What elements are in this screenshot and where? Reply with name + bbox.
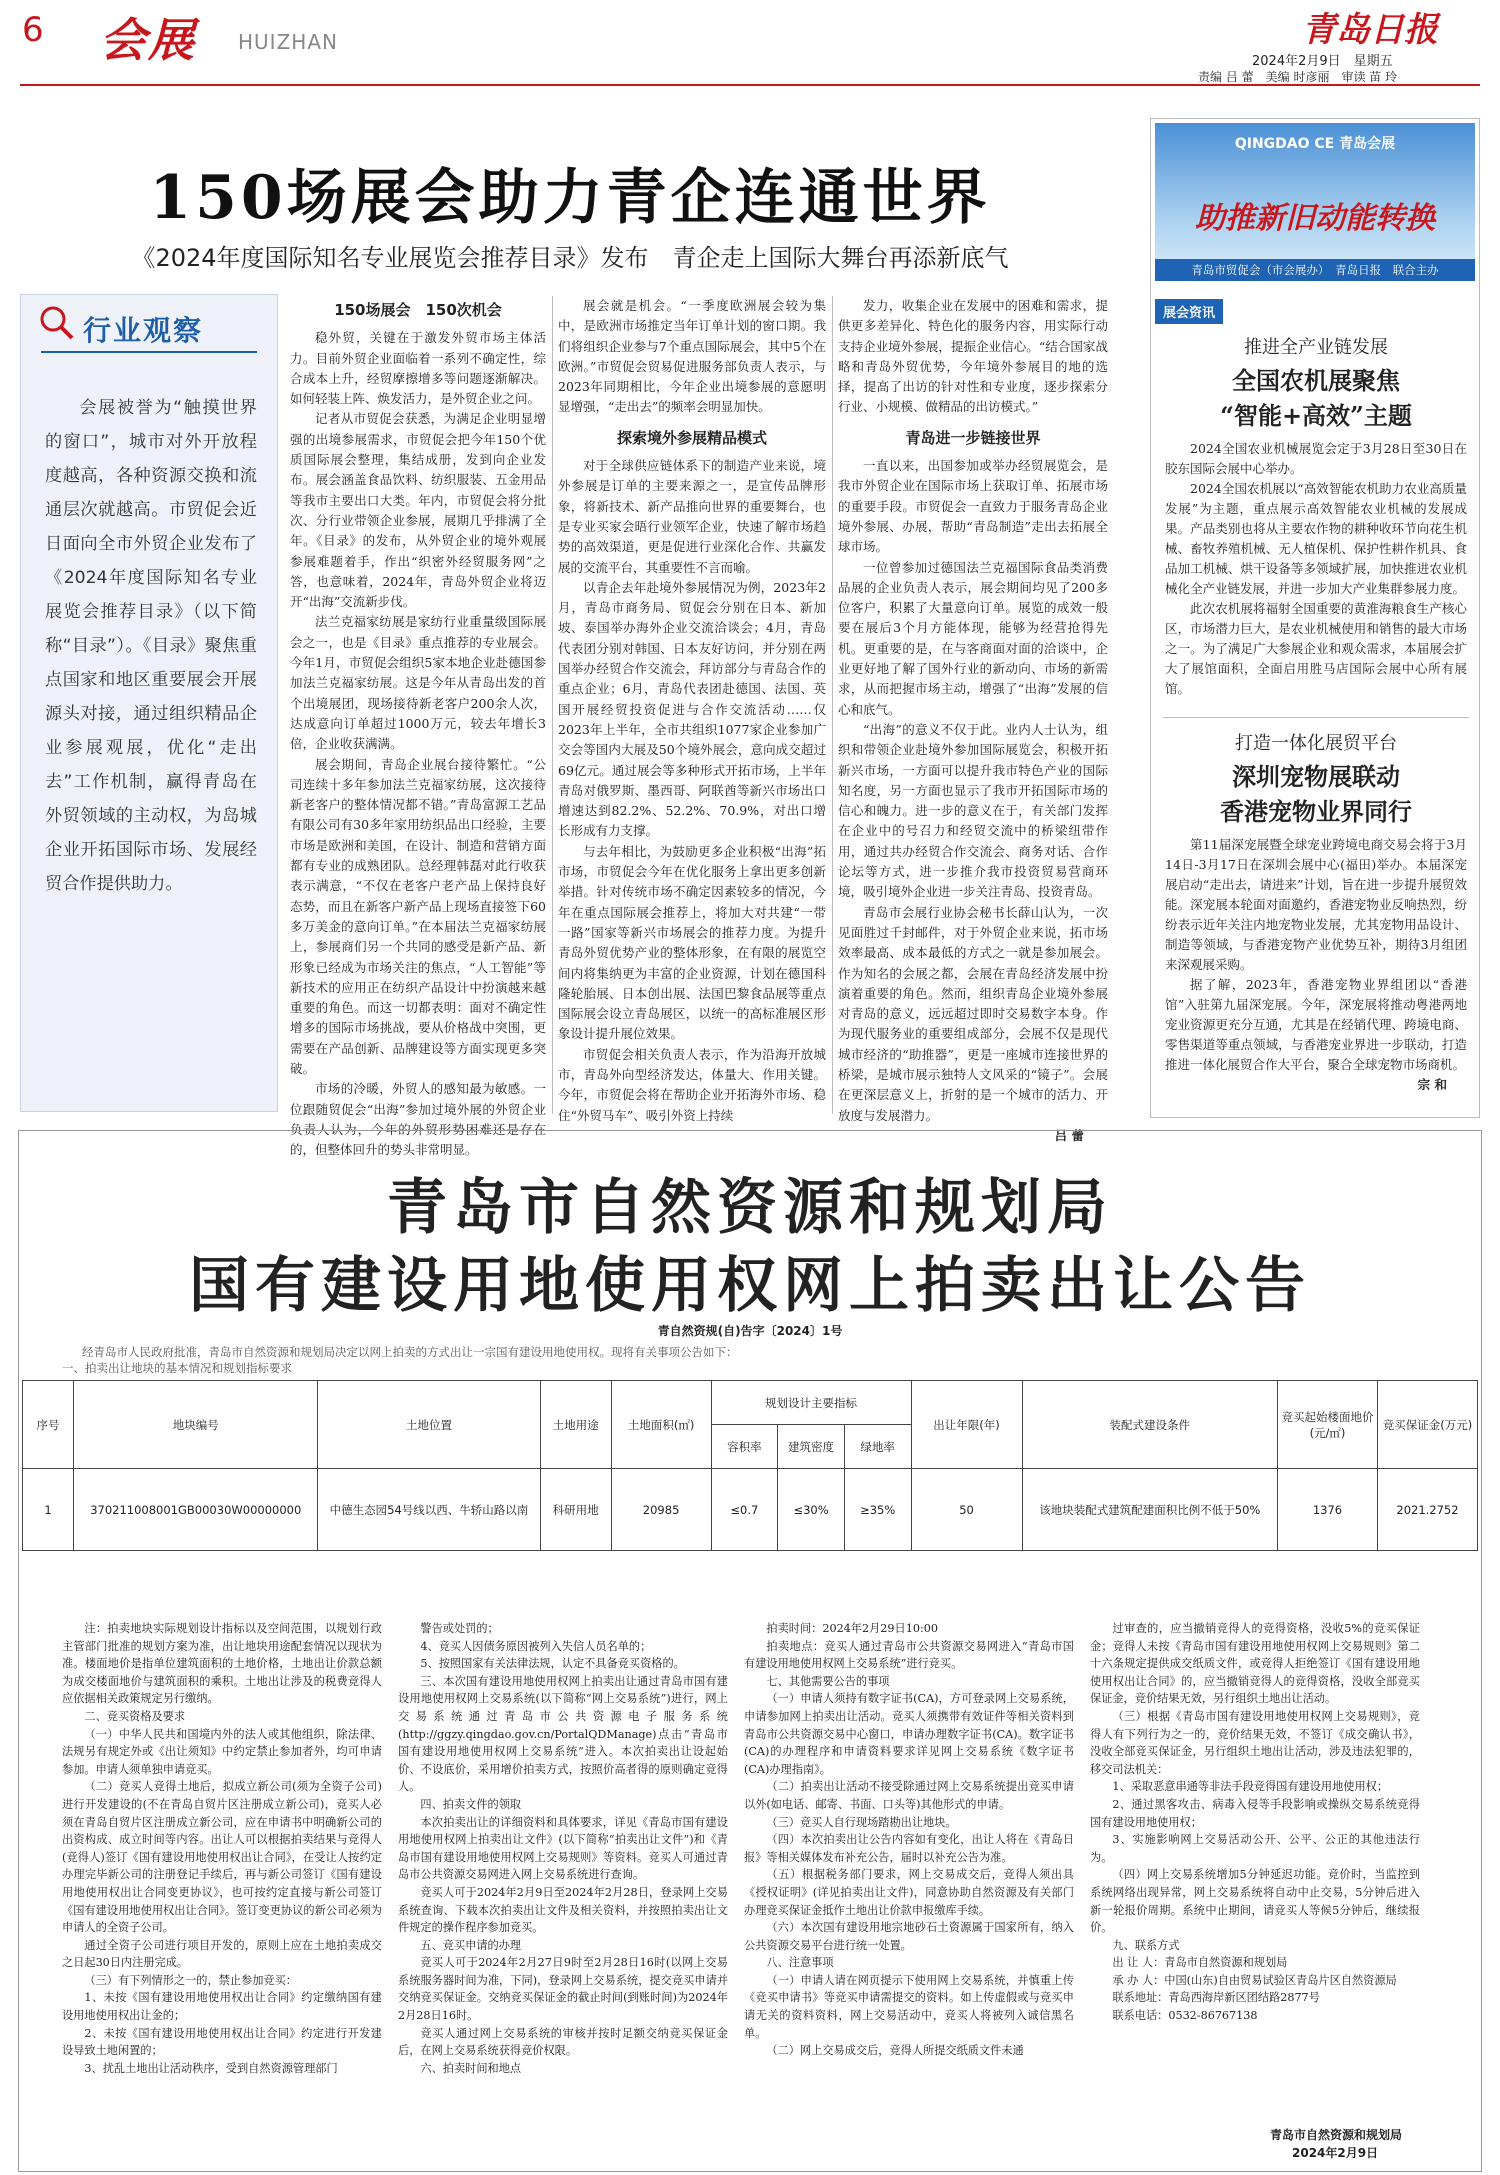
issue-date: 2024年2月9日 星期五 [1252,54,1393,69]
masthead [0,0,1500,86]
notice-paragraph: （二）网上交易成交后，竞得人所提交纸质文件未通 [766,2044,1024,2058]
notice-paragraph: 七、其他需要公告的事项 [766,1674,890,1688]
news-paragraph: 此次农机展将福射全国重要的黄淮海粮食生产核心区，市场潜力巨大，是农业机械使用和销售的最大市场之一。为了满足广大参展企业和观众需求，本届展会扩大了展馆面积，全面启用胜马店国际会展中心所有展馆。 [1165,601,1467,696]
notice-paragraph: （一）中华人民共和国境内外的法人或其他组织，除法律、法规另有规定外或《出让须知》中约定禁止参加者外，均可申请参加。申请人须单独申请竞买。 [62,1727,382,1776]
notice-paragraph: 5、按照国家有关法律法规，认定不具备竞买资格的。 [420,1657,685,1671]
news1 [1165,333,1467,699]
article-paragraph: 与去年相比，为鼓励更多企业积极“出海”拓市场，市贸促会今年在优化服务上拿出更多创新举措。针对传统市场不确定因素较多的情况，今年在重点国际展会推荐上，将加大对共建“一带一路”国家等新兴市场展会的推荐力度。为提升青岛外贸优势产业的整体形象，在有限的展览空间内将集纳更为丰富的企业资源，计划在德国科隆轮胎展、日本创出展、法国巴黎食品展等重点国际展会设立青岛展区，以统一的高标准展区形象设计提升展位效果。 [558,843,826,1042]
notice-paragraph: 五、竞买申请的办理 [420,1938,522,1952]
news-paragraph: 第11届深宠展暨全球宠业跨境电商交易会将于3月14日-3月17日在深圳会展中心(福田)举办。本届深宠展启动“走出去，请进来”计划，旨在进一步提升展贸效能。深宠展本轮面对面邀约，香港宠物业反响热烈，纷纷表示近年关注内地宠物业发展，尤其宠物用品设计、制造等领域，与香港宠物产业优势互补，期待3月组团来深观展采购。 [1165,837,1467,972]
th-index: 序号 [23,1381,74,1469]
notice-paragraph: 1、采取恶意串通等非法手段竞得国有建设用地使用权； [1112,1780,1389,1794]
notice-paragraph: （三）有下列情形之一的，禁止参加竞买： [84,1973,297,1987]
article-paragraph: 一位曾参加过德国法兰克福国际食品类消费品展的企业负责人表示，展会期间均见了200多位客户，积累了大量意向订单。展览的成效一般要在展后3个月方能体现，能够为经营抢得先机。更重要的是，在与客商面对面的洽谈中，企业更好地了解了国外行业的新动向、市场的新需求，从而把握市场主动，增强了“出海”发展的信心和底气。 [838,559,1108,717]
news2 [1165,729,1467,1093]
notice-intro2: 一、拍卖出让地块的基本情况和规划指标要求 [62,1361,292,1375]
magnifier-icon [39,305,75,341]
notice-paragraph: （四）网上交易系统增加5分钟延迟功能。竞价时，当监控到系统网络出现异常，网上交易系统将自动中止交易，5分钟后进入新一轮报价周期。系统中止期间，请竞买人等候5分钟后，继续报价。 [1090,1868,1420,1935]
cell: 1 [23,1469,74,1551]
notice-col2 [398,1620,728,2168]
article-paragraph: 展会就是机会。“一季度欧洲展会较为集中，是欧洲市场推定当年订单计划的窗口期。我们将组织企业参与7个重点国际展会，其中5个在欧洲。”市贸促会贸易促进服务部负责人表示，与2023年同期相比，今年企业出境参展的意愿明显增强，“走出去”的频率会明显加快。 [558,298,826,415]
news-paragraph: 2024全国农机展以“高效智能农机助力农业高质量发展”为主题，重点展示高效智能农业机械的发展成果。产品类别也将从主要农作物的耕种收环节向花生机械、畜牧养殖机械、无人植保机、保护性耕作机具、食品加工机械、烘干设备等多领域扩展，加快推进农业机械化全产业链发展，并进一步加大产业集群参展力度。 [1165,481,1467,596]
cell: 1376 [1278,1469,1378,1551]
article-paragraph: 市场的冷暖，外贸人的感知最为敏感。一位跟随贸促会“出海”参加过境外展的外贸企业负责人认为，今年的外贸形势困难还是存在的，但整体回升的势头非常明显。 [290,1081,546,1158]
col-divider [832,296,833,1114]
news-paragraph: 据了解，2023年，香港宠物业界组团以“香港馆”入驻第九届深宠展。今年，深宠展将推动粤港两地宠业资源更充分互通，尤其是在经销代理、跨境电商、零售渠道等重点领域，与香港宠业界进一步联动，打造推进一体化展贸合作大平台，聚合全球宠物市场商机。 [1165,977,1467,1072]
headline-subtitle: 《2024年度国际知名专业展览会推荐目录》发布 青企走上国际大舞台再添新底气 [131,244,1009,272]
banner-credit: 青岛市贸促会（市会展办） 青岛日报 联合主办 [1155,259,1475,281]
section-title-en: HUIZHAN [238,30,338,54]
notice-paragraph: 拍卖地点：竞买人通过青岛市公共资源交易网进入“青岛市国有建设用地使用权网上交易系统”进行竞买。 [744,1639,1074,1671]
notice-paragraph: 竞买人通过网上交易系统的审核并按时足额交纳竞买保证金后，在网上交易系统获得竞价权限。 [398,2026,728,2058]
article-paragraph: 一直以来，出国参加或举办经贸展览会，是我市外贸企业在国际市场上获取订单、拓展市场的重要手段。市贸促会一直致力于服务青岛企业境外参展、办展，帮助“青岛制造”走出去拓展全球市场。 [838,458,1108,555]
th-density: 建筑密度 [778,1425,845,1469]
news1-title2: “智能+高效”主题 [1220,401,1412,430]
paper-name: 青岛日报 [1302,10,1438,50]
notice-paragraph: 警告或处罚的； [420,1622,499,1635]
cell: 2021.2752 [1377,1469,1477,1551]
news-paragraph: 2024全国农业机械展览会定于3月28日至30日在胶东国际会展中心举办。 [1165,441,1467,476]
th-far: 容积率 [711,1425,778,1469]
notice-paragraph: 联系电话：0532-86767138 [1112,2009,1258,2023]
cell: 中德生态园54号线以西、牛轿山路以南 [318,1469,540,1551]
banner-logo: QINGDAO CE 青岛会展 [1234,136,1396,152]
cell: 50 [911,1469,1022,1551]
article-paragraph: 青岛市会展行业协会秘书长薛山认为，一次见面胜过千封邮件，对于外贸企业来说，拓市场效率最高、成本最低的方式之一就是参加展会。作为知名的会展之都，会展在青岛经济发展中扮演着重要的角色。然而，组织青岛企业境外参展对青岛的意义，远远超过即时交易数字本身。作为现代服务业的重要组成部分，会展不仅是现代城市经济的“助推器”，更是一座城市连接世界的桥梁，是城市展示独特人文风采的“镜子”。会展在更深层意义上，折射的是一个城市的活力、开放度与发展潜力。 [838,904,1108,1123]
notice-paragraph: （二）竞买人竞得土地后，拟成立新公司(须为全资子公司)进行开发建设的(不在青岛自贸片区注册成立新公司)，竞买人必须在青岛自贸片区注册成立新公司，应在申请书中明确新公司的出资构成、成立时间等内容。出让人可以根据拍卖结果与竞得人(竞得人)签订《国有建设用地使用权出让合同》，在受让人按约定办理完毕新公司的注册登记手续后，再与新公司签订《国有建设用地使用权出让合同变更协议》，也可按约定直接与新公司签订《国有建设用地使用权出让合同》。签订变更协议的新公司必须为申请人的全资子公司。 [62,1780,382,1935]
notice-paragraph: 注：拍卖地块实际规划设计指标以及空间范围，以规划行政主管部门批准的规划方案为准，出让地块用途配套情况以现状为准。楼面地价是指单位建筑面积的土地价格，土地出让价款总额为成交楼面地价与建筑面积的乘积。土地出让涉及的税费竞得人应依据相关政策规定另行缴纳。 [62,1622,382,1706]
th-start-price: 竞买起始楼面地价(元/㎡) [1278,1381,1378,1469]
news1-kicker: 推进全产业链发展 [1244,337,1388,358]
news2-title2: 香港宠物业界同行 [1220,797,1412,826]
article-col2 [558,296,826,1123]
cell: 370211008001GB00030W00000000 [74,1469,318,1551]
news2-kicker: 打造一体化展贸平台 [1235,733,1397,754]
notice-title2: 国有建设用地使用权网上拍卖出让公告 [189,1251,1311,1321]
notice-paragraph: （一）申请人请在网页提示下使用网上交易系统，并慎重上传《竞买申请书》等竞买申请需提交的资料。如上传虚假或与竞买申请无关的资料资料，网上交易活动中，竞买人将被列入诚信黑名单。 [744,1973,1074,2040]
cell: ≤0.7 [711,1469,778,1551]
th-planning: 规划设计主要指标 [711,1381,911,1425]
notice-paragraph: 过审查的，应当撤销竞得人的竞得资格，没收5%的竞买保证金；竞得人未按《青岛市国有建设用地使用权网上交易规则》第二十六条规定提供成交纸质文件，或竞得人拒绝签订《国有建设用地使用权出让合同》的，应当撤销竞得人的竞得资格，没收全部竞买保证金，竞价结果无效，另行组织土地出让活动。 [1090,1622,1420,1706]
article-paragraph: 展会期间，青岛企业展台接待繁忙。“公司连续十多年参加法兰克福家纺展，这次接待新老客户的整体情况都不错。”青岛富源工艺品有限公司有30多年家用纺织品出口经验，主要市场是欧洲和美国，在设计、制造和营销方面都有专业的成熟团队。总经理韩磊对此行收获表示满意，“不仅在老客户老产品上保持良好态势，而且在新客户新产品上现场直接签下60多万美金的意向订单。”在本届法兰克福家纺展上，参展商们另一个共同的感受是新产品、新形象已经成为市场关注的焦点，“人工智能”等新技术的应用正在纺织产品设计中扮演越来越重要的角色。而这一切都表明：面对不确定性增多的国际市场挑战，要从价格战中突围，更需要在产品创新、品牌建设等方面实现更多突破。 [290,756,546,1076]
sidebar [1150,118,1480,1118]
article-col3 [838,296,1108,1143]
page-number: 6 [22,10,44,50]
notice-col1 [62,1620,382,2168]
cell: 20985 [611,1469,711,1551]
th-deposit: 竞买保证金(万元) [1377,1381,1477,1469]
notice-intro: 经青岛市人民政府批准，青岛市自然资源和规划局决定以网上拍卖的方式出让一宗国有建设用地使用权。现将有关事项公告如下： [82,1345,738,1359]
notice-title1: 青岛市自然资源和规划局 [387,1173,1113,1243]
notice-paragraph: 2、未按《国有建设用地使用权出让合同》约定进行开发建设导致土地闲置的； [62,2026,382,2058]
notice-paragraph: （三）竞买人自行现场踏勘出让地块。 [766,1815,957,1829]
news2-title: 深圳宠物展联动 [1232,762,1400,791]
article-paragraph: 发力，收集企业在发展中的困难和需求，提供更多差异化、特色化的服务内容，用实际行动支持企业境外参展，提振企业信心。“结合国家战略和青岛外贸优势，今年境外参展目的地的选择，提高了出访的针对性和专业度，逐步探索分行业、小规模、做精品的出访模式。” [838,298,1108,415]
notice-paragraph: 六、拍卖时间和地点 [420,2061,522,2075]
notice-paragraph: （四）本次拍卖出让公告内容如有变化，出让人将在《青岛日报》等相关媒体发布补充公告，届时以补充公告为准。 [744,1833,1074,1864]
sidebar-divider [1163,717,1469,718]
section-title: 会展 [100,13,196,67]
notice-paragraph: 联系地址：青岛西海岸新区团结路2877号 [1112,1991,1320,2005]
notice-doc-no: 青自然资规(自)告字〔2024〕1号 [657,1324,843,1338]
industry-label-underline [41,351,257,353]
notice-paragraph: 承 办 人：中国(山东)自由贸易试验区青岛片区自然资源局 [1112,1973,1397,1987]
col1-heading: 150场展会 150次机会 [334,301,502,319]
masthead-rule [20,84,1480,86]
notice-paragraph: 四、拍卖文件的领取 [420,1797,522,1811]
notice-paragraph: 4、竞买人因债务原因被列入失信人员名单的； [420,1639,652,1653]
th-usage: 土地用途 [540,1381,611,1469]
notice-paragraph: （一）申请人须持有数字证书(CA)，方可登录网上交易系统，申请参加网上拍卖出让活动。竞买人须携带有效证件等相关资料到青岛市公共资源交易中心窗口，申请办理数字证书(CA)。数字证书(CA)的办理程序和申请资料要求详见网上交易系统《数字证书(CA)办理指南》。 [744,1692,1074,1776]
sidebar-banner [1155,123,1475,281]
col3-heading: 青岛进一步链接世界 [905,428,1041,447]
article-paragraph: 稳外贸，关键在于激发外贸市场主体活力。目前外贸企业面临着一系列不确定性，综合成本上升，经贸摩擦增多等问题逐渐解决。如何轻装上阵、焕发活力，是外贸企业之问。 [290,330,546,407]
notice-col4 [1090,1620,1420,2120]
notice-paragraph: 通过全资子公司进行项目开发的，原则上应在土地拍卖成交之日起30日内注册完成。 [62,1938,382,1970]
notice-paragraph: 3、扰乱土地出让活动秩序，受到自然资源管理部门 [84,2061,338,2075]
article-col1 [290,296,546,1158]
news2-byline: 宗 和 [1417,1077,1447,1092]
headline: 150场展会助力青企连通世界 [149,163,991,233]
th-green: 绿地率 [844,1425,911,1469]
th-area: 土地面积(㎡) [611,1381,711,1469]
cell: ≥35% [844,1469,911,1551]
notice-paragraph: 八、注意事项 [766,1956,834,1970]
notice-paragraph: 本次拍卖出让的详细资料和具体要求，详见《青岛市国有建设用地使用权网上拍卖出让文件》(以下简称“拍卖出让文件”)和《青岛市国有建设用地使用权网上交易规则》等资料。竞买人可通过青岛市公共资源交易网进入网上交易系统进行查询。 [398,1815,728,1882]
industry-observation-box [20,294,278,1112]
col2-heading: 探索境外参展精品模式 [616,428,767,447]
article-paragraph: 市贸促会相关负责人表示，作为沿海开放城市，青岛外向型经济发达，体量大、作用关键。今年，市贸促会将在帮助企业开拓海外市场、稳住“外贸马车”、吸引外资上持续 [558,1046,826,1123]
article-paragraph: “出海”的意义不仅于此。业内人士认为，组织和带领企业赴境外参加国际展览会，积极开拓新兴市场，一方面可以提升我市特色产业的国际知名度，另一方面也显示了我市开拓国际市场的信心和魄力。进一步的意义在于，有关部门发挥在企业中的号召力和经贸交流中的桥梁纽带作用，通过共办经贸合作交流会、商务对话、合作论坛等方式，进一步推介我市投资贸易营商环境，吸引境外企业进一步关注青岛、投资青岛。 [838,721,1108,900]
notice-paragraph: （五）根据税务部门要求，网上交易成交后，竞得人须出具《授权证明》(详见拍卖出让文件)，同意协助自然资源及有关部门办理竞买保证金抵作土地出让价款申报缴库手续。 [744,1868,1074,1917]
notice-paragraph: 拍卖时间：2024年2月29日10:00 [766,1622,938,1635]
th-plot-id: 地块编号 [74,1381,318,1469]
article-paragraph: 记者从市贸促会获悉，为满足企业明显增强的出境参展需求，市贸促会把今年150个优质国际展会整理，集结成册，发到向企业发布。展会涵盖食品饮料、纺织服装、五金用品等我市主要出口大类。年内，市贸促会将分批次、分行业带领企业参展，展期几乎排满了全年。《目录》的发布，从外贸企业的境外观展参展难题着手，作出“织密外经贸服务网”之答，也意味着，2024年，青岛外贸企业将迈开“出海”交流新步伐。 [290,411,546,610]
notice-paragraph: （三）根据《青岛市国有建设用地使用权网上交易规则》，竞得人有下列行为之一的，竞价结果无效，不签订《成交确认书》，没收全部竞买保证金，另行组织土地出让活动，涉及违法犯罪的，移交司法机关： [1090,1709,1420,1776]
staff-credits: 责编 吕 蕾 美编 时彦丽 审读 苗 玲 [1198,70,1398,84]
th-location: 土地位置 [318,1381,540,1469]
notice-col3 [744,1620,1074,2168]
table-row [23,1469,1478,1551]
th-assembly: 装配式建设条件 [1022,1381,1277,1469]
industry-text: 会展被誉为“触摸世界的窗口”，城市对外开放程度越高，各种资源交换和流通层次就越高。市贸促会近日面向全市外贸企业发布了《2024年度国际知名专业展览会推荐目录》（以下简称“目录”）。《目录》聚焦重点国家和地区重要展会开展源头对接，通过组织精品企业参展观展，优化“走出去”工作机制，赢得青岛在外贸领域的主动权，为岛城企业开拓国际市场、发展经贸合作提供助力。 [45,398,257,894]
notice-paragraph: 1、未按《国有建设用地使用权出让合同》约定缴纳国有建设用地使用权出让金的； [62,1991,382,2023]
article-byline: 吕 蕾 [1054,1127,1084,1143]
article-paragraph: 法兰克福家纺展是家纺行业重量级国际展会之一，也是《目录》重点推荐的专业展会。今年1月，市贸促会组织5家本地企业赴德国参加法兰克福家纺展。这是今年从青岛出发的首个出境展团，现场接待新老客户200余人次，达成意向订单超过1000万元，较去年增长3倍，企业收获满满。 [290,614,546,752]
notice-paragraph: （二）拍卖出让活动不接受除通过网上交易系统提出竞买申请以外(如电话、邮寄、书面、口头等)其他形式的申请。 [744,1780,1074,1811]
news1-title: 全国农机展聚焦 [1232,366,1400,395]
banner-slogan: 助推新旧动能转换 [1195,201,1435,236]
notice-paragraph: 九、联系方式 [1112,1938,1180,1952]
notice-signature-date: 2024年2月9日 [1292,2146,1379,2160]
notice-signature-org: 青岛市自然资源和规划局 [1270,2128,1403,2142]
cell: ≤30% [778,1469,845,1551]
notice-paragraph: 出 让 人：青岛市自然资源和规划局 [1112,1956,1288,1970]
th-term: 出让年限(年) [911,1381,1022,1469]
land-table [22,1380,1478,1551]
col-divider [552,296,553,1114]
notice-paragraph: 竞买人可于2024年2月9日至2024年2月28日，登录网上交易系统查询、下载本次拍卖出让文件及相关资料，并按照拍卖出让文件规定的操作程序参加竞买。 [398,1885,728,1935]
cell: 该地块装配式建筑配建面积比例不低于50% [1022,1469,1277,1551]
notice-paragraph: （六）本次国有建设用地宗地砂石土资源属于国家所有，纳入公共资源交易平台进行统一处置。 [744,1921,1074,1952]
notice-paragraph: 三、本次国有建设用地使用权网上拍卖出让通过青岛市国有建设用地使用权网上交易系统(以下简称“网上交易系统”)进行，网上交易系统通过青岛市公共资源电子服务系统(http://ggzy.qingdao.gov.cn/PortalQDManage)点击“青岛市国有建设用地使用权网上交易系统”进入。本次拍卖出让设起始价、不设底价，采用增价拍卖方式，按照价高者得的原则确定竞得人。 [398,1674,728,1794]
notice-paragraph: 3、实施影响网上交易活动公开、公平、公正的其他违法行为。 [1090,1833,1420,1864]
notice-paragraph: 竞买人可于2024年2月27日9时至2月28日16时(以网上交易系统服务器时间为准，下同)，登录网上交易系统，提交竞买申请并交纳竞买保证金。交纳竞买保证金的截止时间(到账时间)为2024年2月28日16时。 [398,1956,728,2023]
news-tag: 展会资讯 [1155,299,1223,324]
notice-paragraph: 二、竞买资格及要求 [84,1709,186,1723]
notice-paragraph: 2、通过黑客攻击、病毒入侵等手段影响或操纵交易系统竞得国有建设用地使用权； [1090,1797,1420,1829]
article-paragraph: 以青企去年赴境外参展情况为例，2023年2月，青岛市商务局、贸促会分别在日本、新加坡、泰国举办海外企业交流洽谈会；4月，青岛代表团分别对韩国、日本友好访问，并分别在两国举办经贸合作交流会，拜访部分与青岛合作的重点企业；6月，青岛代表团赴德国、法国、英国开展经贸投资促进与合作交流活动……仅2023年上半年，全市共组织1077家企业参加广交会等国内大展及50个境外展会，意向成交超过69亿元。通过展会等多种形式开拓市场，上半年青岛对俄罗斯、墨西哥、阿联酋等新兴市场出口增速达到82.2%、52.2%、70.9%，对出口增长形成有力支撑。 [558,579,826,839]
cell: 科研用地 [540,1469,611,1551]
industry-label: 行业观察 [83,314,204,347]
article-paragraph: 对于全球供应链体系下的制造产业来说，境外参展是订单的主要来源之一，是宣传品牌形象，将新技术、新产品推向世界的重要舞台，也是专业买家会晤行业领军企业，快速了解市场趋势的高效渠道，更是促进行业深化合作、共赢发展的交流平台，其重要性不言而喻。 [558,458,826,575]
